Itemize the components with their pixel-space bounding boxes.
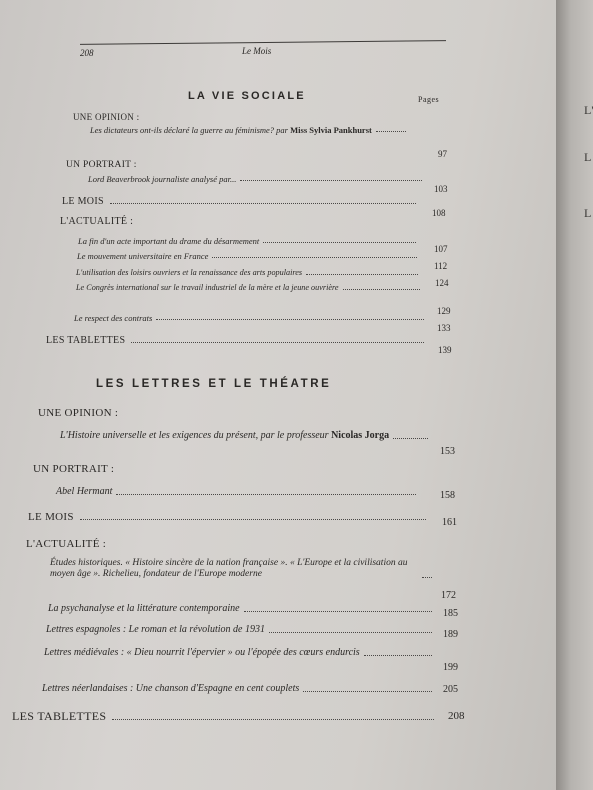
page-number: 208 bbox=[448, 710, 465, 722]
page-number: 108 bbox=[432, 208, 446, 218]
running-title: Le Mois bbox=[242, 46, 272, 56]
dot-leader bbox=[306, 274, 418, 275]
facing-page-mark: L bbox=[584, 206, 592, 220]
page-number: 139 bbox=[438, 345, 452, 355]
page-number: 124 bbox=[435, 278, 449, 288]
tablettes-label: LES TABLETTES bbox=[46, 335, 126, 346]
facing-page-mark: L bbox=[584, 150, 592, 164]
toc-entry-actualite-3[interactable] bbox=[76, 268, 422, 278]
toc-entry-le-mois[interactable] bbox=[62, 196, 422, 207]
toc-entry-actualite-3[interactable] bbox=[46, 624, 436, 636]
dot-leader bbox=[376, 131, 406, 132]
page-number: 199 bbox=[443, 662, 458, 673]
actualite-label: L'ACTUALITÉ : bbox=[26, 538, 107, 550]
page-number: 107 bbox=[434, 244, 448, 254]
le-mois-label: LE MOIS bbox=[28, 511, 74, 523]
toc-entry-text: Lettres néerlandaises : Une chanson d'Espagne en cent couplets bbox=[42, 683, 300, 694]
dot-leader bbox=[212, 257, 417, 258]
toc-entry-portrait[interactable] bbox=[88, 174, 426, 184]
page-number: 112 bbox=[434, 261, 448, 271]
page-number: 129 bbox=[437, 306, 451, 316]
facing-page-mark: L' bbox=[584, 103, 593, 117]
toc-entry-text: La fin d'un acte important du drame du désarmement bbox=[78, 236, 260, 246]
dot-leader bbox=[116, 494, 416, 495]
page-number: 185 bbox=[443, 608, 458, 619]
toc-entry-text: Le respect des contrats bbox=[74, 313, 153, 323]
page-number: 153 bbox=[440, 446, 455, 457]
toc-entry-actualite-5[interactable] bbox=[74, 313, 428, 323]
dot-leader bbox=[422, 577, 432, 578]
toc-entry-actualite-2[interactable] bbox=[77, 251, 421, 261]
toc-entry-actualite-1[interactable] bbox=[50, 558, 436, 581]
une-opinion-label: UNE OPINION : bbox=[38, 407, 119, 419]
page-number: 133 bbox=[437, 323, 451, 333]
toc-entry-text: Lettres espagnoles : Le roman et la révolution de 1931 bbox=[46, 624, 265, 635]
dot-leader bbox=[269, 632, 432, 633]
tablettes-label: LES TABLETTES bbox=[12, 709, 107, 723]
header-rule bbox=[80, 40, 446, 45]
toc-entry-actualite-4[interactable] bbox=[76, 283, 424, 293]
un-portrait-label: UN PORTRAIT : bbox=[33, 463, 115, 475]
toc-entry-portrait[interactable] bbox=[56, 486, 420, 498]
toc-entry-actualite-5[interactable] bbox=[42, 683, 436, 695]
toc-entry-text: Les dictateurs ont-ils déclaré la guerre au féminisme? par Miss Sylvia Pankhurst bbox=[90, 125, 372, 135]
toc-entry-actualite-4[interactable] bbox=[44, 647, 436, 659]
un-portrait-label: UN PORTRAIT : bbox=[66, 160, 137, 170]
toc-entry-actualite-2[interactable] bbox=[48, 603, 436, 615]
toc-entry-tablettes[interactable] bbox=[46, 335, 430, 346]
section-heading-lettres-theatre: LES LETTRES ET LE THÉATRE bbox=[96, 378, 332, 390]
dot-leader bbox=[244, 611, 432, 612]
toc-entry-text: L'utilisation des loisirs ouvriers et la renaissance des arts populaires bbox=[76, 268, 303, 277]
toc-entry-text: Lettres médiévales : « Dieu nourrit l'épervier » ou l'épopée des cœurs endurcis bbox=[44, 647, 360, 658]
dot-leader bbox=[110, 203, 416, 204]
toc-entry-text: La psychanalyse et la littérature contemporaine bbox=[48, 603, 240, 614]
page-number: 97 bbox=[438, 149, 447, 159]
toc-entry-text: Abel Hermant bbox=[56, 486, 113, 497]
pages-column-header: Pages bbox=[418, 95, 440, 104]
une-opinion-label: UNE OPINION : bbox=[73, 112, 140, 122]
le-mois-label: LE MOIS bbox=[62, 196, 104, 207]
toc-entry-le-mois[interactable] bbox=[28, 511, 432, 523]
toc-entry-text: Lord Beaverbrook journaliste analysé par... bbox=[88, 174, 237, 184]
toc-entry-actualite-1[interactable] bbox=[78, 236, 420, 246]
toc-entry-text: L'Histoire universelle et les exigences du présent, par le professeur Nicolas Jorga bbox=[60, 430, 390, 441]
page-number: 172 bbox=[441, 590, 456, 601]
dot-leader bbox=[240, 180, 422, 181]
page-number: 189 bbox=[443, 629, 458, 640]
page-number: 103 bbox=[434, 184, 448, 194]
dot-leader bbox=[364, 655, 432, 656]
dot-leader bbox=[343, 289, 421, 290]
dot-leader bbox=[80, 519, 426, 520]
toc-entry-tablettes[interactable] bbox=[12, 709, 440, 724]
page-folio: 208 bbox=[80, 48, 94, 58]
dot-leader bbox=[303, 691, 432, 692]
dot-leader bbox=[131, 342, 424, 343]
page-number: 161 bbox=[442, 517, 457, 528]
actualite-label: L'ACTUALITÉ : bbox=[60, 216, 134, 227]
toc-entry-text: Le mouvement universitaire en France bbox=[77, 251, 209, 261]
dot-leader bbox=[112, 719, 434, 720]
dot-leader bbox=[156, 319, 424, 320]
toc-entry-text: Le Congrès international sur le travail industriel de la mère et la jeune ouvrière bbox=[76, 283, 339, 292]
page-number: 158 bbox=[440, 490, 455, 501]
dot-leader bbox=[393, 438, 428, 439]
page-number: 205 bbox=[443, 684, 458, 695]
toc-entry-text: Études historiques. « Histoire sincère de la nation française ». « L'Europe et la civilisation au moyen âge ». Richelieu, fondateur de l'Europe moderne bbox=[50, 558, 408, 580]
toc-entry-opinion[interactable] bbox=[60, 430, 432, 442]
toc-entry-opinion[interactable] bbox=[90, 125, 410, 135]
facing-page-edge bbox=[556, 0, 593, 790]
section-heading-vie-sociale: LA VIE SOCIALE bbox=[188, 90, 306, 102]
dot-leader bbox=[263, 242, 416, 243]
